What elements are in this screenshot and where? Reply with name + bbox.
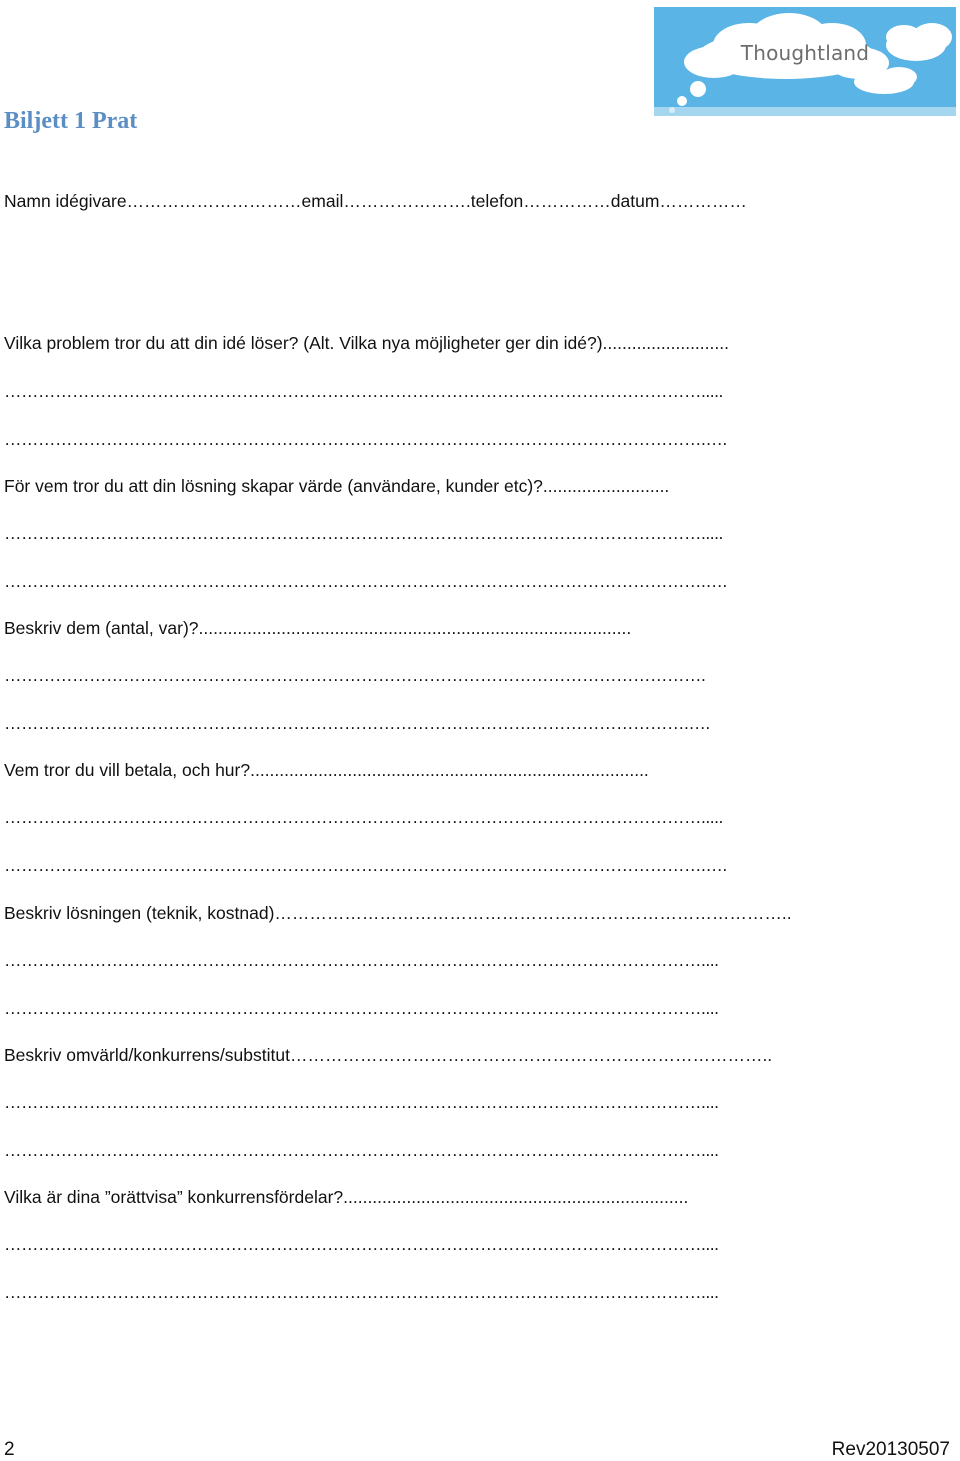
page-number: 2 xyxy=(4,1439,15,1460)
answer-line[interactable]: …………………………………………………………………………………………………………….... xyxy=(4,1092,719,1112)
question-competition-prompt: Beskriv omvärld/konkurrens/substitut……………………………………………………………………….. xyxy=(4,1045,773,1065)
answer-line[interactable]: ……………………………………………………………………………………………………………. xyxy=(4,665,706,685)
thoughtland-logo xyxy=(654,7,956,116)
answer-line[interactable]: …………………………………………………………………………………………………………….…. xyxy=(4,429,727,449)
answer-line[interactable]: ……………………………………………………………………………………………………………..... xyxy=(4,523,723,543)
question-payment-prompt: Vem tror du vill betala, och hur?.................................................................................. xyxy=(4,760,649,780)
question-value-prompt: För vem tror du att din lösning skapar värde (användare, kunder etc)?.......................... xyxy=(4,476,670,496)
page-title: Biljett 1 Prat xyxy=(4,108,138,134)
answer-line[interactable]: …………………………………………………………………………………………………………….... xyxy=(4,1234,719,1254)
question-advantage-prompt: Vilka är dina ”orättvisa” konkurrensfördelar?....................................................................... xyxy=(4,1187,689,1207)
revision-label: Rev20130507 xyxy=(831,1439,950,1460)
answer-line[interactable]: ………………………………………………………………………………………………………….…. xyxy=(4,713,710,733)
question-describe-prompt: Beskriv dem (antal, var)?......................................................................................... xyxy=(4,618,632,638)
logo-text: Thoughtland xyxy=(740,41,870,65)
cloud-logo-graphic xyxy=(654,7,956,116)
answer-line[interactable]: …………………………………………………………………………………………………………….…. xyxy=(4,855,727,875)
answer-line[interactable]: …………………………………………………………………………………………………………….…. xyxy=(4,571,727,591)
answer-line[interactable]: …………………………………………………………………………………………………………….... xyxy=(4,1282,719,1302)
answer-line[interactable]: ……………………………………………………………………………………………………………..... xyxy=(4,381,723,401)
answer-line[interactable]: ……………………………………………………………………………………………………………..... xyxy=(4,807,723,827)
question-solution-prompt: Beskriv lösningen (teknik, kostnad)…………………………………………………………………………….. xyxy=(4,903,792,923)
question-problem-prompt: Vilka problem tror du att din idé löser? (Alt. Vilka nya möjligheter ger din idé?).......................... xyxy=(4,333,729,353)
answer-line[interactable]: …………………………………………………………………………………………………………….... xyxy=(4,998,719,1018)
answer-line[interactable]: …………………………………………………………………………………………………………….... xyxy=(4,950,719,970)
answer-line[interactable]: …………………………………………………………………………………………………………….... xyxy=(4,1140,719,1160)
contact-info-line: Namn idégivare…………………………email………………….telefon……………datum…………… xyxy=(4,191,747,211)
